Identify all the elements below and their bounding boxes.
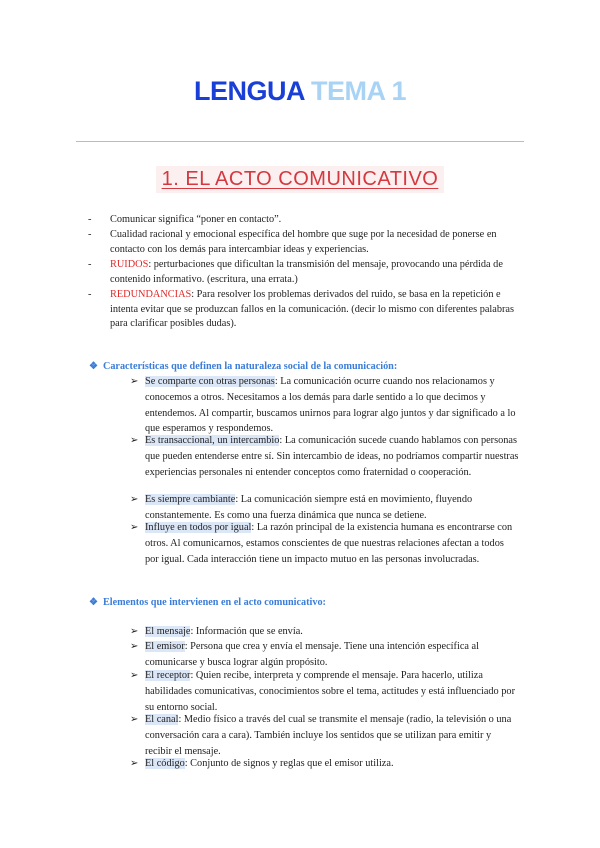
intro-item	[88, 258, 520, 287]
intro-item	[88, 228, 520, 257]
term: El mensaje	[145, 626, 191, 637]
description: : La comunicación ocurre cuando nos relacionamos y conocemos a otros. Necesitamos a los demás para darle sentido a lo que decimos y entendemos. Al compartir, buscamos unirnos para lograr algo juntos y dar significado a lo que esperamos y respondemos.	[145, 376, 516, 435]
characteristics-heading	[89, 361, 397, 372]
list-item	[130, 639, 520, 671]
arrow-bullet-icon: ➢	[130, 435, 139, 446]
diamond-bullet-icon: ❖	[89, 597, 98, 608]
arrow-bullet-icon: ➢	[130, 522, 139, 533]
list-item	[130, 374, 520, 437]
description: : Información que se envía.	[190, 626, 303, 637]
term: El canal	[145, 714, 179, 725]
arrow-bullet-icon: ➢	[130, 494, 139, 505]
term: Es transaccional, un intercambio	[145, 435, 280, 446]
section-title	[0, 166, 600, 193]
intro-item	[88, 213, 520, 228]
list-item	[130, 492, 520, 524]
list-item	[130, 624, 520, 640]
description: : La razón principal de la existencia humana es encontrarse con otros. Al comunicarnos, estamos conscientes de que nuestras relaciones afectan a todos por igual. Cada interacción tiene un impacto mutuo en las personas involucradas.	[145, 522, 513, 565]
page-title	[0, 76, 600, 107]
intro-text: Comunicar significa “poner en contacto”.	[110, 214, 282, 225]
arrow-bullet-icon: ➢	[130, 626, 139, 637]
diamond-bullet-icon: ❖	[89, 361, 98, 372]
title-tema: TEMA 1	[311, 76, 407, 106]
intro-item	[88, 288, 520, 332]
description: : Medio físico a través del cual se transmite el mensaje (radio, la televisión o una conversación cara a cara). También incluye los sentidos que se utilizan para emitir y recibir el mensaje.	[145, 714, 512, 757]
list-item	[130, 712, 520, 759]
intro-text: : perturbaciones que dificultan la transmisión del mensaje, provocando una pérdida de contenido informativo. (escritura, una errata.)	[110, 259, 503, 285]
intro-text: : Para resolver los problemas derivados del ruido, se basa en la repetición e intenta evitar que se produzcan fallos en la comunicación. (decir lo mismo con diferentes palabras para clarificar posibles dudas).	[110, 289, 514, 329]
dash-bullet-icon: -	[88, 289, 92, 300]
term: El receptor	[145, 670, 191, 681]
description: : Conjunto de signos y reglas que el emisor utiliza.	[184, 758, 394, 769]
dash-bullet-icon: -	[88, 214, 92, 225]
list-item	[130, 668, 520, 715]
intro-text: Cualidad racional y emocional específica del hombre que suge por la necesidad de ponerse en contacto con los demás para intercambiar ideas y experiencias.	[110, 229, 497, 255]
arrow-bullet-icon: ➢	[130, 641, 139, 652]
term: El emisor	[145, 641, 185, 652]
arrow-bullet-icon: ➢	[130, 758, 139, 769]
description: : Persona que crea y envía el mensaje. Tiene una intención específica al comunicarse y busca lograr algún propósito.	[145, 641, 479, 668]
section-title-text: 1. EL ACTO COMUNICATIVO	[156, 166, 445, 193]
arrow-bullet-icon: ➢	[130, 670, 139, 681]
arrow-bullet-icon: ➢	[130, 714, 139, 725]
divider	[76, 141, 524, 142]
description: : La comunicación siempre está en movimiento, fluyendo constantemente. Es como una fuerza dinámica que nunca se detiene.	[145, 494, 473, 521]
description: : La comunicación sucede cuando hablamos con personas que pueden entenderse entre sí. Sin intercambio de ideas, no podríamos compartir nuestras experiencias personales ni entender conceptos como fraternidad o cooperación.	[145, 435, 519, 478]
dash-bullet-icon: -	[88, 259, 92, 270]
arrow-bullet-icon: ➢	[130, 376, 139, 387]
title-lengua: LENGUA	[193, 76, 304, 106]
term: El código	[145, 758, 185, 769]
term: Es siempre cambiante	[145, 494, 236, 505]
characteristics-heading-text: Características que definen la naturaleza social de la comunicación:	[102, 361, 398, 372]
elements-heading-text: Elementos que intervienen en el acto comunicativo:	[102, 597, 326, 608]
intro-label-ruidos: RUIDOS	[110, 259, 149, 270]
elements-heading	[89, 597, 326, 608]
dash-bullet-icon: -	[88, 229, 92, 240]
list-item	[130, 756, 520, 772]
description: : Quien recibe, interpreta y comprende el mensaje. Para hacerlo, utiliza habilidades comunicativas, conocimientos sobre el tema, actitudes y está influenciado por su entorno social.	[145, 670, 515, 713]
intro-label-redundancias: REDUNDANCIAS	[110, 289, 192, 300]
term: Se comparte con otras personas	[145, 376, 275, 387]
term: Influye en todos por igual	[145, 522, 252, 533]
list-item	[130, 520, 520, 567]
list-item	[130, 433, 520, 480]
